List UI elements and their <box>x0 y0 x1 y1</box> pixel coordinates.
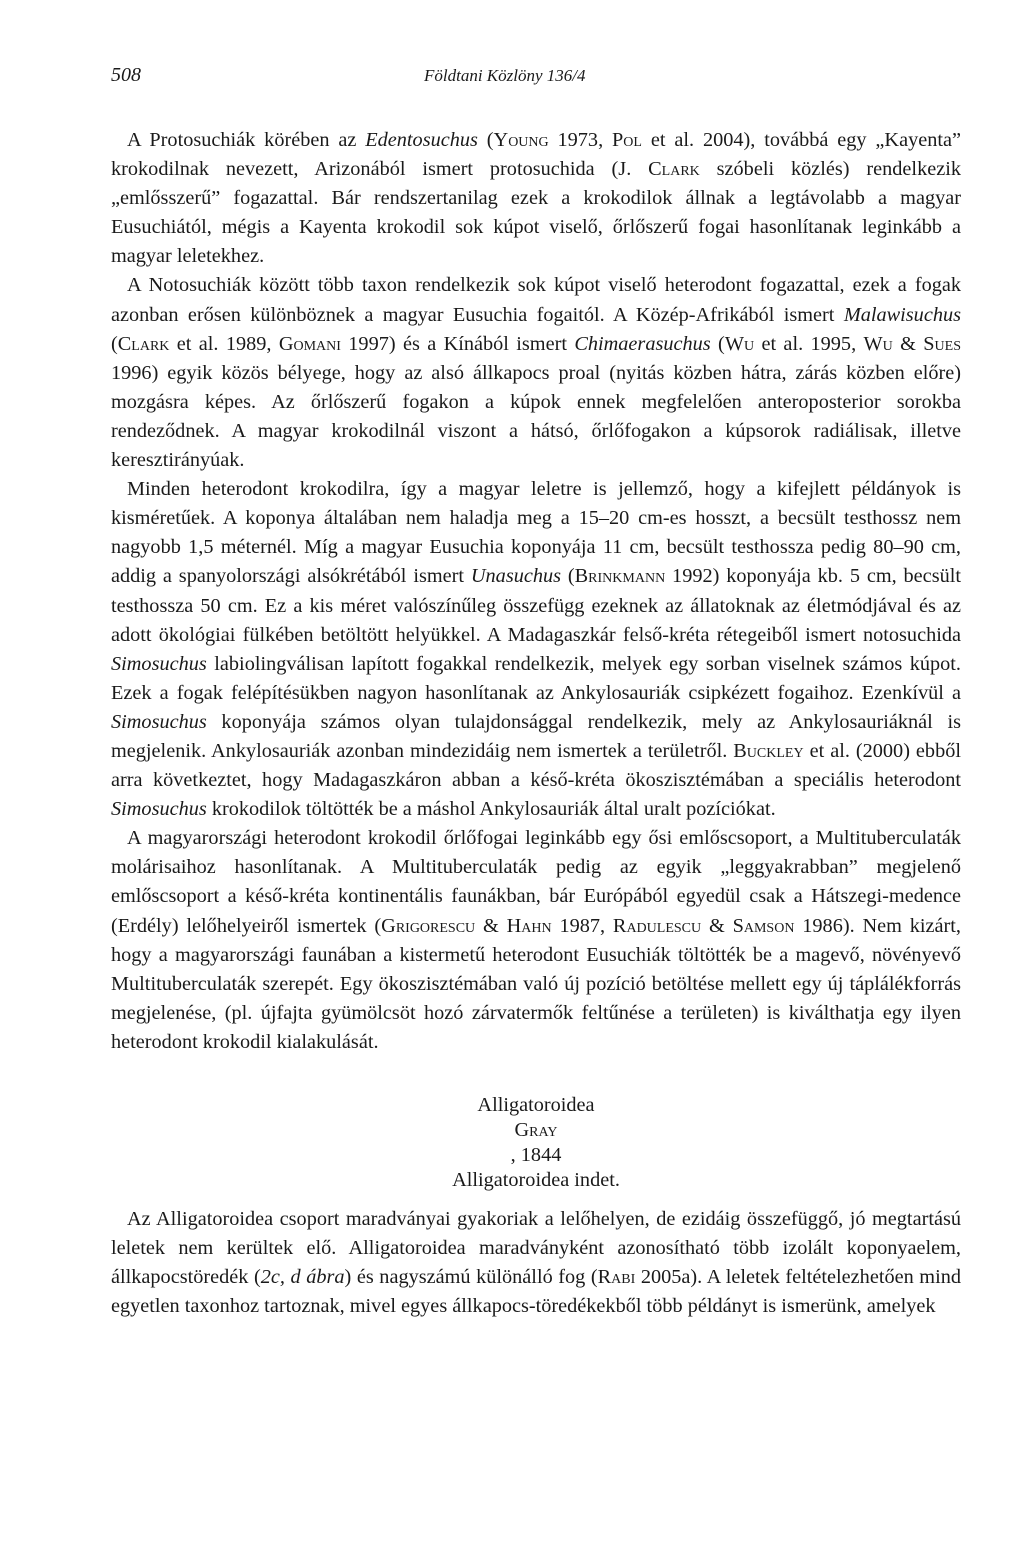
text-run: labiolingválisan lapított fogakkal rendelkezik, melyek egy sorban viselnek számos kúpot. Ezek a fogak felépítésükben nagyon hasonlítanak az Ankylosauriák csipkézett fogaihoz. Ezenkívül a <box>111 652 961 704</box>
text-run: ( <box>477 129 494 151</box>
text-run: ) és nagyszámú különálló fog ( <box>344 1266 598 1289</box>
text-run: koponyája számos olyan tulajdonsággal rendelkezik, mely az Ankylosauriáknál is megjelenik. Ankylosauriák azonban mindezidáig nem ismertek a területről. <box>111 710 961 762</box>
paragraph <box>111 271 961 475</box>
italic-run: Malawisuchus <box>843 303 961 326</box>
text-run: 1987, <box>551 914 613 937</box>
paragraph <box>111 1205 961 1321</box>
author-name: Young <box>493 129 549 151</box>
author-name: Radulescu <box>612 914 702 937</box>
author-name: Clark <box>648 158 700 181</box>
text-run: & <box>475 914 507 937</box>
text-run: A magyarországi heterodont krokodil őrlőfogai leginkább egy ősi emlőscsoport, a Multituberculaták molárisaihoz hasonlítanak. A Multituberculaták pedig az egyik „leggyakrabban” megjelenő emlőscsoport a késő-kréta kontinentális faunákban, bár Európából egyedül csak a Hátszegi-medence (Erdély) lelőhelyeiről ismertek ( <box>111 827 961 937</box>
paragraph <box>111 475 961 824</box>
author-name: Samson <box>732 914 795 937</box>
author-name: Hahn <box>506 914 552 937</box>
section-heading <box>111 1093 961 1193</box>
text-run: & <box>892 332 924 355</box>
italic-run: Edentosuchus <box>365 129 478 151</box>
text-run: 1986). Nem kizárt, hogy a magyarországi faunában a kistermetű heterodont Eusuchiák töltötték be a magevő, növényevő Multituberculaták szerepét. Egy ökoszisztémában való új pozíció betöltése mellett egy új táplálékforrás megjelenése, (pl. újfajta gyümölcsöt hozó zárvatermők feltűnése a területen) is kiválthatja egy ilyen heterodont krokodil kialakulását. <box>111 914 961 1053</box>
text-run: , 1844 <box>510 1144 562 1166</box>
author-name: Grigorescu <box>381 914 476 937</box>
author-name: Gomani <box>278 332 341 355</box>
text-run: 1997) és a Kínából ismert <box>340 332 575 355</box>
italic-run: 2c, d ábra <box>260 1266 345 1289</box>
page-number: 508 <box>111 64 141 86</box>
italic-run: Simosuchus <box>111 652 207 675</box>
author-name: Brinkmann <box>574 565 666 588</box>
italic-run: Simosuchus <box>111 710 207 733</box>
paragraph <box>111 126 961 271</box>
author-name: Wu <box>863 332 893 355</box>
text-run: 1973, <box>548 129 613 151</box>
text-run: ( <box>111 332 118 355</box>
author-name: Pol <box>612 129 642 151</box>
text-run: & <box>701 914 733 937</box>
text-run: szóbeli közlés) rendelkezik „emlősszerű” fogazattal. Bár rendszertanilag ezek a krokodilok állnak a legtávolabb a magyar Eusuchiától, mégis a Kayenta krokodil sok kúpot viselő, őrlőszerű fogai hasonlítanak leginkább a magyar leletekhez. <box>111 158 961 268</box>
text-run: krokodilok töltötték be a máshol Ankylosauriák által uralt pozíciókat. <box>206 798 776 821</box>
text-run: ( <box>710 332 725 355</box>
taxon-subheading <box>111 1168 961 1193</box>
italic-run: Simosuchus <box>111 798 207 821</box>
text-run: 1996) egyik közös bélyege, hogy az alsó állkapocs proal (nyitás közben hátra, zárás közben előre) mozgásra képes. Az őrlőszerű fogakon a kúpok ennek megfelelően anteroposterior sorokba rendeződnek. A magyar krokodilnál viszont a hátsó, őrlőfogakon a kúpsorok radiálisak, illetve keresztirányúak. <box>111 361 961 472</box>
taxon-heading <box>111 1093 961 1168</box>
author-name: Buckley <box>733 739 804 762</box>
author-name: Rabi <box>597 1266 636 1289</box>
text-run: Alligatoroidea indet. <box>452 1169 620 1191</box>
author-name: Sues <box>923 332 961 355</box>
text-run: Alligatoroidea <box>477 1094 595 1116</box>
author-name: Clark <box>117 332 170 355</box>
text-run: 1992) koponyája kb. 5 cm, becsült testhossza 50 cm. Ez a kis méret valószínűleg összefügg ezeknek az állatoknak az életmódjával és az adott ökológiai fülkében betöltött helyükkel. A Madagaszkár felső-kréta rétegeiből ismert notosuchida <box>111 565 961 646</box>
text-run: Az Alligatoroidea csoport maradványai gyakoriak a lelőhelyen, de ezidáig összefüggő, jó megtartású leletek nem kerültek elő. Alligatoroidea maradványként azonosítható több izolált koponyaelem, állkapocstöredék ( <box>111 1208 961 1289</box>
text-run: et al. (2000) ebből arra következtet, hogy Madagaszkáron abban a késő-kréta ökoszisztémában a speciális heterodont <box>111 739 961 792</box>
article-body <box>111 126 961 1321</box>
paragraph <box>111 824 961 1057</box>
text-run: Minden heterodont krokodilra, így a magyar leletre is jellemző, hogy a kifejlett példányok is kisméretűek. A koponya általában nem haladja meg a 15–20 cm-es hosszt, a becsült testhossz nem nagyobb 1,5 méternél. Míg a magyar Eusuchia koponyája 11 cm, becsült testhossza pedig 80–90 cm, addig a spanyolországi alsókrétából ismert <box>111 478 961 588</box>
text-run: et al. 2004), továbbá egy „Kayenta” krokodilnak nevezett, Arizonából ismert protosuchida (J. <box>111 129 962 181</box>
author-name: Wu <box>724 332 755 355</box>
italic-run: Unasuchus <box>470 565 562 588</box>
text-run: et al. 1989, <box>169 332 279 355</box>
text-run: et al. 1995, <box>754 332 864 355</box>
text-run: 2005a). A leletek feltételezhetően mind egyetlen taxonhoz tartoznak, mivel egyes állkapocs-töredékekből több példányt is ismerünk, amelyek <box>111 1266 961 1318</box>
italic-run: Chimaerasuchus <box>574 332 711 355</box>
text-run: ( <box>561 565 575 588</box>
text-run: A Notosuchiák között több taxon rendelkezik sok kúpot viselő heterodont fogazattal, ezek a fogak azonban erősen különböznek a magyar Eusuchia fogaitól. A Közép-Afrikából ismert <box>111 274 961 326</box>
journal-title: Földtani Közlöny 136/4 <box>424 66 586 85</box>
text-run: A Protosuchiák körében az <box>127 129 366 151</box>
running-header <box>111 64 961 88</box>
author-name: Gray <box>514 1119 558 1141</box>
